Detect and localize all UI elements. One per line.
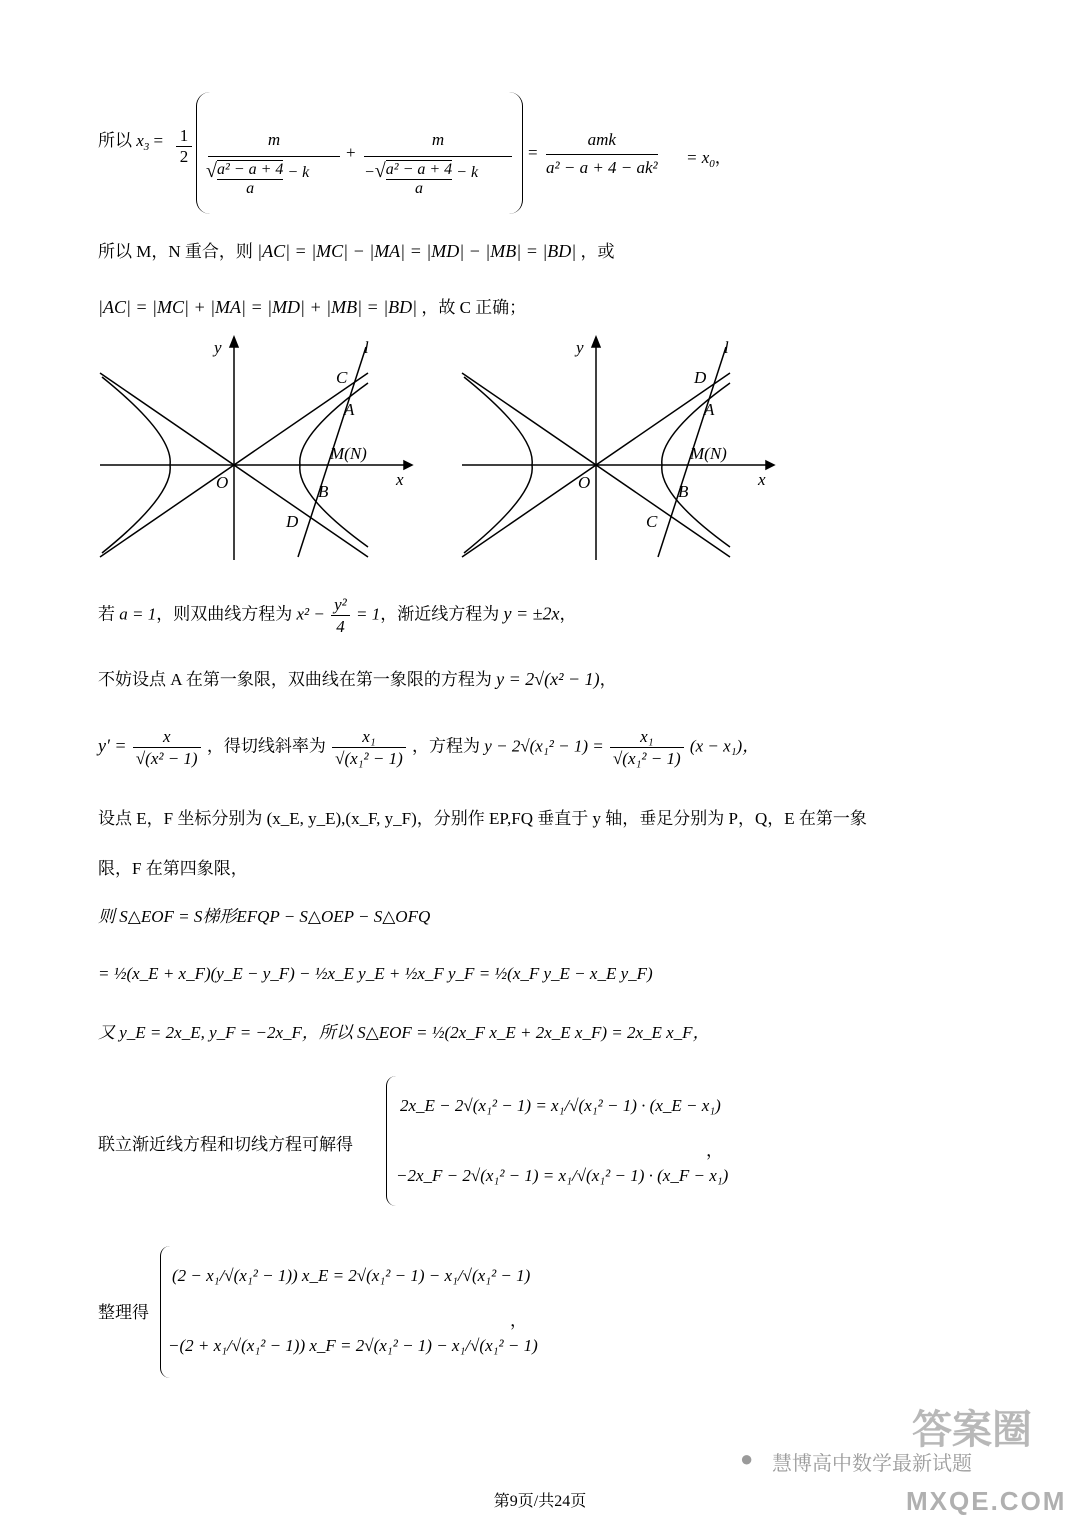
l6-frac1 [133, 728, 201, 767]
term2-minus-k: − k [456, 164, 479, 181]
l6-frac2 [332, 728, 406, 767]
page-footer: 第9页/共24页 [493, 1493, 587, 1510]
l4-tail: ， [559, 604, 577, 624]
y-arrow-left [230, 337, 238, 347]
term1-radicand: a² − a + 4 [216, 161, 284, 178]
label-d-left: D [286, 512, 299, 531]
line-area-result [98, 1024, 710, 1041]
line-fourth-quadrant [98, 860, 248, 877]
l5-tail: ， [599, 670, 617, 689]
line-points-ef [98, 810, 867, 827]
half-num: 1 [176, 126, 192, 147]
l2-tail: ，或 [580, 242, 615, 261]
label-o-right: O [578, 473, 591, 492]
label-a-right: A [704, 400, 715, 419]
l10-text: = ½(x_E + x_F)(y_E − y_F) − ½x_E y_E + ½x_F y_F = ½(x_F y_E − x_E y_F) [98, 964, 653, 983]
equals-2: = [528, 143, 538, 162]
l6-eq: y − 2√(x₁² − 1) = [484, 736, 604, 756]
system2-label [98, 1304, 149, 1321]
equals: = [153, 131, 164, 150]
l4-math2a: x² − [296, 604, 325, 624]
system1-brace [386, 1076, 397, 1206]
label-mn-right: M(N) [690, 444, 727, 463]
frac-term-2 [364, 130, 512, 157]
label-l-right: l [724, 338, 729, 357]
system2-row2: −(2 + x₁/√(x₁² − 1)) x_F = 2√(x₁² − 1) − x₁/√(x₁² − 1) [168, 1336, 538, 1355]
line-mn-coincide [98, 242, 614, 260]
half-fraction [176, 126, 192, 167]
label-b-right: B [678, 482, 689, 501]
label-mn-left: M(N) [330, 444, 367, 463]
system2-row1: (2 − x₁/√(x₁² − 1)) x_E = 2√(x₁² − 1) − x₁/√(x₁² − 1) [172, 1266, 531, 1285]
l4-text: 若 [98, 604, 115, 624]
term1-minus-k: − k [287, 164, 310, 181]
label-x-right: x [758, 470, 766, 489]
l4-text2: ，则双曲线方程为 [156, 604, 293, 624]
label-y-right: y [576, 338, 584, 357]
l7-text: 设点 E，F 坐标分别为 (x_E, y_E),(x_F, y_F)，分别作 EP,FQ 垂直于 y 轴，垂足分别为 P，Q，E 在第一象 [98, 809, 867, 828]
x-arrow-left [404, 461, 412, 469]
rhs-den: a² − a + 4 − ak² [546, 158, 658, 177]
term1-num: m [208, 130, 340, 157]
frac-term-1 [208, 130, 340, 157]
l6-ylhs: y′ = [98, 735, 127, 756]
l6-frac3 [610, 728, 684, 767]
rhs-fraction [546, 130, 658, 178]
l4-y2-over-4 [331, 596, 350, 635]
term1-den [206, 160, 309, 198]
l11-text: 又 y_E = 2x_E, y_F = −2x_F，所以 S△EOF = ½(2x_F x_E + 2x_E x_F) = 2x_E x_F， [98, 1023, 710, 1042]
l4-four: 4 [336, 617, 345, 636]
term2-radicand: a² − a + 4 [385, 161, 453, 178]
term2-den [364, 160, 478, 198]
half-den: 2 [179, 147, 189, 166]
sqrt-sign: √ [206, 160, 217, 182]
l6-frac3-num: x₁ [610, 728, 684, 748]
l3-tail: ，故 C 正确； [421, 298, 527, 317]
l4-math3: y = ±2x [503, 603, 560, 624]
l5-math: y = 2√(x² − 1) [496, 669, 600, 689]
x3-subscript: 3 [143, 141, 150, 153]
system1-label [98, 1136, 353, 1153]
term2-a: a [414, 180, 423, 197]
line-area-expand [98, 965, 653, 982]
l8-text: 限，F 在第四象限， [98, 859, 248, 878]
term1-a: a [246, 180, 255, 197]
line-c-correct [98, 298, 526, 316]
x0-term [686, 143, 732, 170]
label-a-left: A [344, 400, 355, 419]
label-o-left: O [216, 473, 229, 492]
rhs-num: amk [546, 130, 658, 155]
label-x-left: x [396, 470, 404, 489]
hyperbola-figure-right [458, 335, 778, 565]
l4-y2: y² [331, 596, 350, 616]
x-arrow-right [766, 461, 774, 469]
label-c-left: C [336, 368, 348, 387]
l6-frac2-num: x₁ [332, 728, 406, 748]
l6-text: ，得切线斜率为 [206, 736, 326, 756]
line-x3-formula [98, 132, 163, 153]
line-first-quadrant [98, 670, 617, 688]
watermark-logo: 答案圈 [912, 1408, 1032, 1452]
plus-sign: + [346, 143, 356, 162]
l9-text: 则 S△EOF = S梯形EFQP − S△OEP − S△OFQ [98, 907, 431, 926]
l5-text: 不妨设点 A 在第一象限，双曲线在第一象限的方程为 [98, 670, 492, 689]
l6-frac3-den: √(x₁² − 1) [612, 749, 681, 768]
line-a-equals-1 [98, 596, 577, 635]
label-l-left: l [364, 338, 369, 357]
l6-tail: (x − x₁)， [689, 736, 760, 756]
system1-tail: ， [706, 1141, 723, 1160]
line-derivative [98, 728, 759, 767]
term2-neg: − [364, 164, 375, 181]
hyperbola-figure-left [96, 335, 416, 565]
l1-tail: ， [714, 148, 732, 167]
l6-text2: ，方程为 [412, 736, 481, 756]
line-prefix: 所以 [98, 131, 132, 150]
l6-frac1-num: x [133, 728, 201, 748]
sqrt-sign: √ [374, 160, 386, 182]
system2-brace [160, 1246, 171, 1378]
l2-text: 所以 M，N 重合，则 [98, 242, 253, 261]
label-b-left: B [318, 482, 329, 501]
l6-frac2-den: √(x₁² − 1) [335, 749, 403, 768]
system2-tail: ， [510, 1311, 527, 1330]
watermark-wechat-icon: ● [740, 1446, 754, 1471]
watermark-site: MXQE.COM [906, 1486, 1067, 1516]
l13-label: 整理得 [98, 1303, 149, 1322]
l4-math2b: = 1 [356, 604, 381, 624]
line-area-def [98, 908, 430, 925]
label-c-right: C [646, 512, 658, 531]
term2-num: m [364, 130, 512, 157]
y-arrow-right [592, 337, 600, 347]
system1-row1: 2x_E − 2√(x₁² − 1) = x₁/√(x₁² − 1) · (x_E − x₁) [400, 1096, 721, 1115]
l12-label: 联立渐近线方程和切线方程可解得 [98, 1135, 353, 1154]
l4-text3: ，渐近线方程为 [380, 604, 500, 624]
x0-symbol: = x [686, 148, 710, 167]
x3-symbol: x [136, 131, 144, 150]
l3-math: |AC| = |MC| + |MA| = |MD| + |MB| = |BD| [98, 297, 418, 317]
l6-frac1-den: √(x² − 1) [135, 749, 198, 768]
l4-math1: a = 1 [119, 604, 157, 624]
label-y-left: y [214, 338, 222, 357]
label-d-right: D [694, 368, 707, 387]
watermark-brand: 慧博高中数学最新试题 [772, 1453, 972, 1475]
x0-subscript: 0 [709, 158, 715, 170]
l2-math: |AC| = |MC| − |MA| = |MD| − |MB| = |BD| [257, 241, 577, 261]
system1-row2: −2x_F − 2√(x₁² − 1) = x₁/√(x₁² − 1) · (x_F − x₁) [396, 1166, 729, 1185]
